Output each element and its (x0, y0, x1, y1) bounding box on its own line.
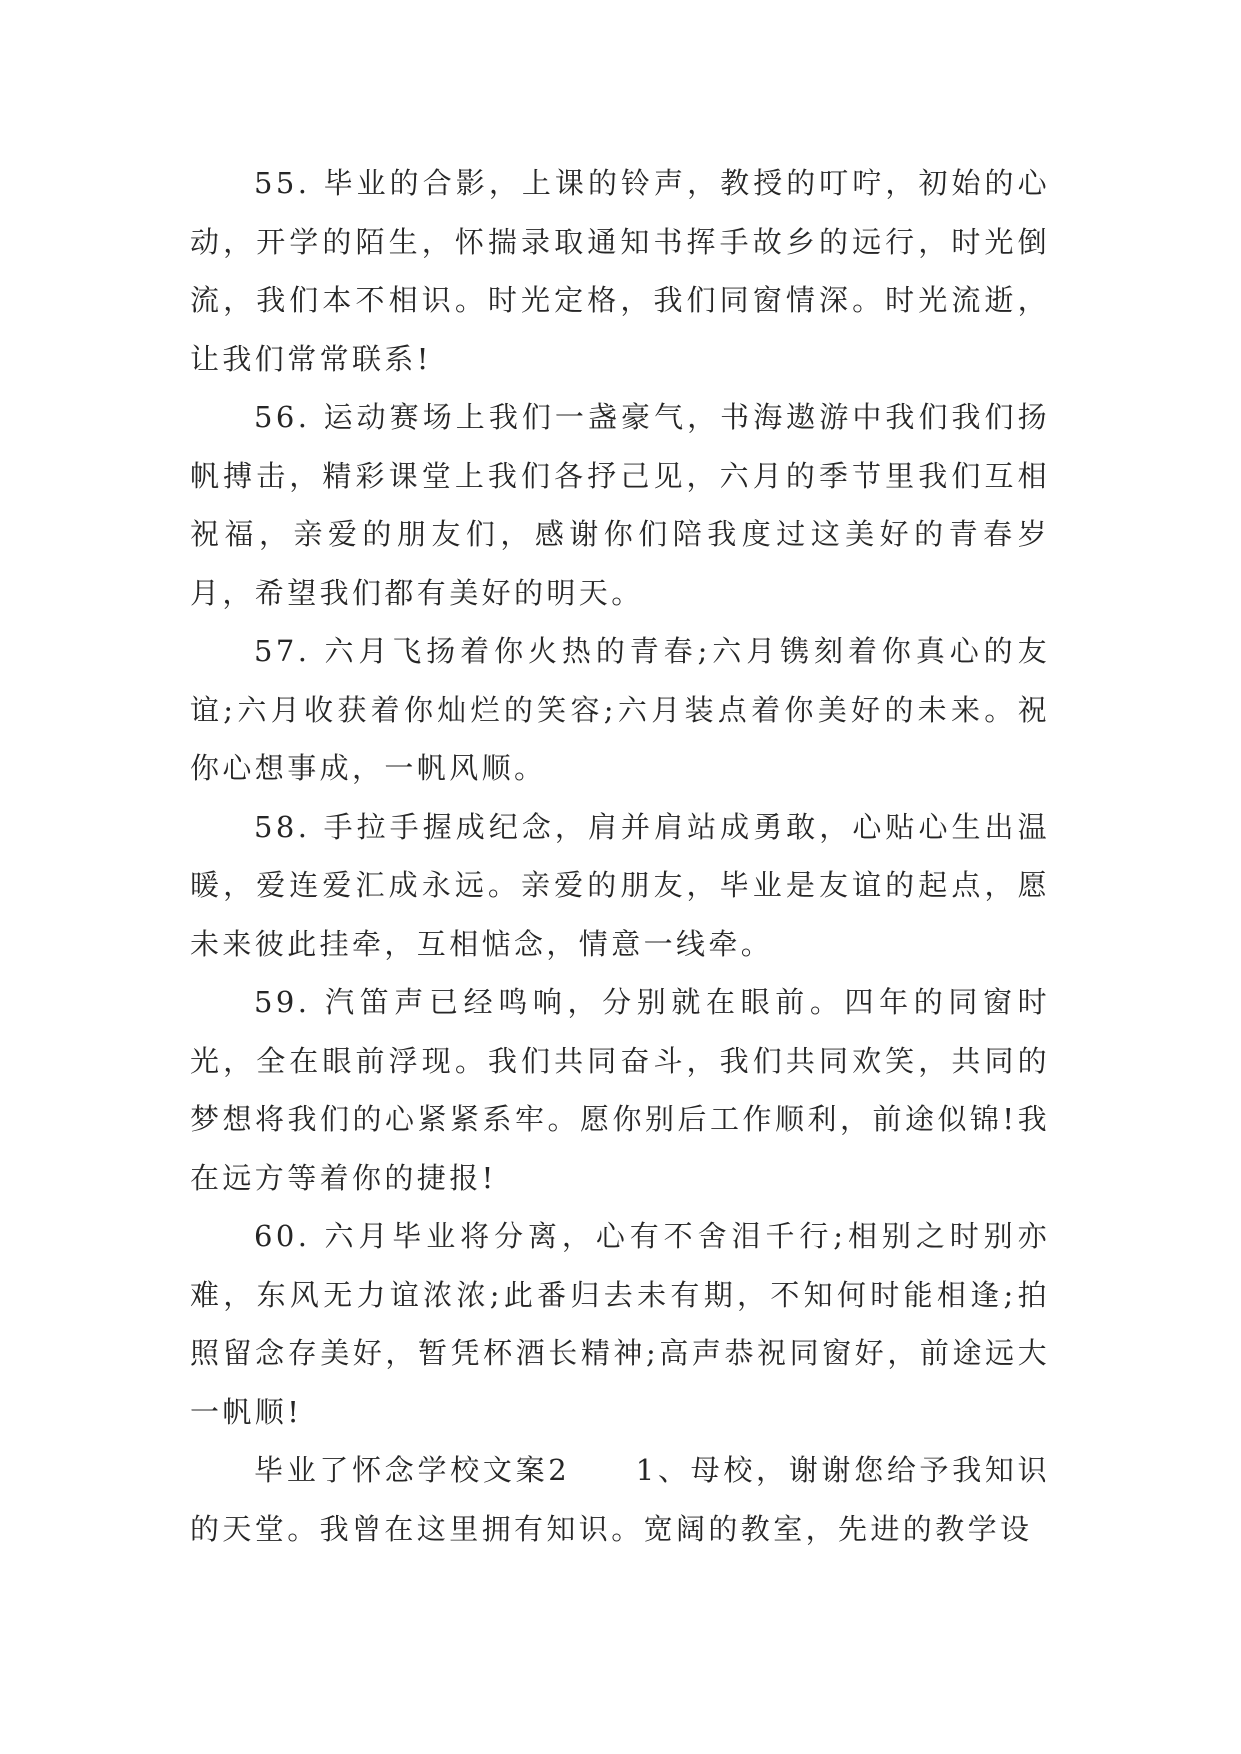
paragraph-59: 59. 汽笛声已经鸣响，分别就在眼前。四年的同窗时光，全在眼前浮现。我们共同奋斗，我们共同欢笑，共同的梦想将我们的心紧紧系牢。愿你别后工作顺利，前途似锦!我在远方等着你的捷报! (190, 985, 1050, 1195)
paragraph-57: 57. 六月飞扬着你火热的青春;六月镌刻着你真心的友谊;六月收获着你灿烂的笑容;六月装点着你美好的未来。祝你心想事成，一帆风顺。 (190, 634, 1050, 785)
paragraph-55: 55. 毕业的合影，上课的铃声，教授的叮咛，初始的心动，开学的陌生，怀揣录取通知书挥手故乡的远行，时光倒流，我们本不相识。时光定格，我们同窗情深。时光流逝，让我们常常联系! (190, 166, 1050, 376)
document-body (190, 154, 1050, 1558)
paragraph-56: 56. 运动赛场上我们一盏豪气，书海遨游中我们我们扬帆搏击，精彩课堂上我们各抒己见，六月的季节里我们互相祝福，亲爱的朋友们，感谢你们陪我度过这美好的青春岁月，希望我们都有美好的明天。 (190, 400, 1050, 610)
paragraph-60: 60. 六月毕业将分离，心有不舍泪千行;相别之时别亦难，东风无力谊浓浓;此番归去未有期，不知何时能相逢;拍照留念存美好，暂凭杯酒长精神;高声恭祝同窗好，前途远大一帆顺! (190, 1219, 1050, 1429)
paragraph-58: 58. 手拉手握成纪念，肩并肩站成勇敢，心贴心生出温暖，爱连爱汇成永远。亲爱的朋友，毕业是友谊的起点，愿未来彼此挂牵，互相惦念，情意一线牵。 (190, 809, 1050, 961)
paragraph-section-2-start: 毕业了怀念学校文案2 1、母校，谢谢您给予我知识的天堂。我曾在这里拥有知识。宽阔的教室，先进的教学设 (190, 1453, 1050, 1546)
